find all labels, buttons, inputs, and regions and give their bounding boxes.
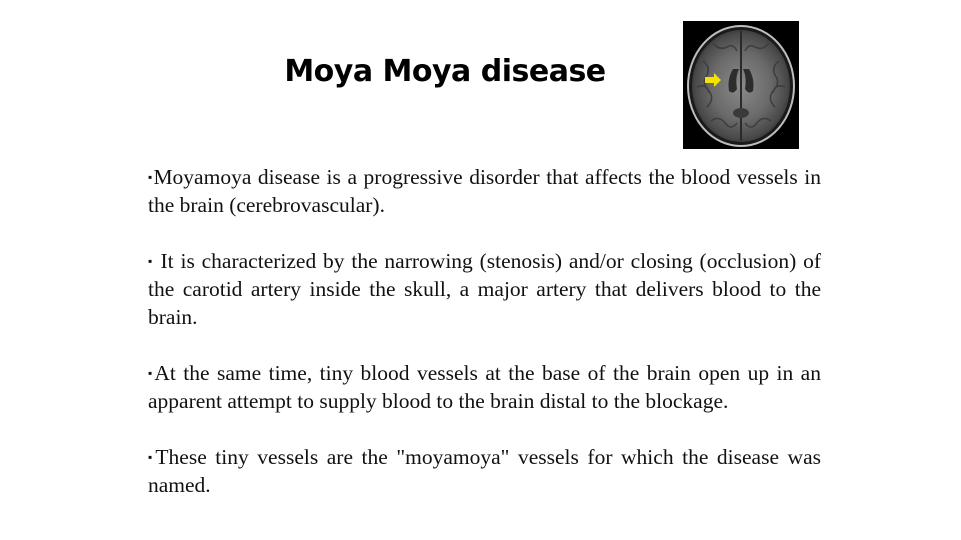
bullet-list: [148, 163, 821, 527]
bullet-marker-icon: ▪: [148, 366, 155, 380]
bullet-marker-icon: ▪: [148, 254, 154, 268]
bullet-marker-icon: ▪: [148, 170, 154, 184]
slide-title: Moya Moya disease: [284, 54, 606, 89]
bullet-item: [148, 443, 821, 499]
brain-mri-image: [683, 21, 799, 149]
bullet-text: Moyamoya disease is a progressive disorder that affects the blood vessels in the brain (cerebrovascular).: [148, 165, 821, 217]
bullet-text: It is characterized by the narrowing (stenosis) and/or closing (occlusion) of the carotid artery inside the skull, a major artery that delivers blood to the brain.: [148, 249, 821, 329]
bullet-text: These tiny vessels are the "moyamoya" vessels for which the disease was named.: [148, 445, 821, 497]
bullet-item: [148, 163, 821, 219]
bullet-item: [148, 247, 821, 331]
bullet-item: [148, 359, 821, 415]
bullet-marker-icon: ▪: [148, 450, 156, 464]
bullet-text: At the same time, tiny blood vessels at the base of the brain open up in an apparent attempt to supply blood to the brain distal to the blockage.: [148, 361, 821, 413]
brain-mri-graphic: [683, 21, 799, 149]
